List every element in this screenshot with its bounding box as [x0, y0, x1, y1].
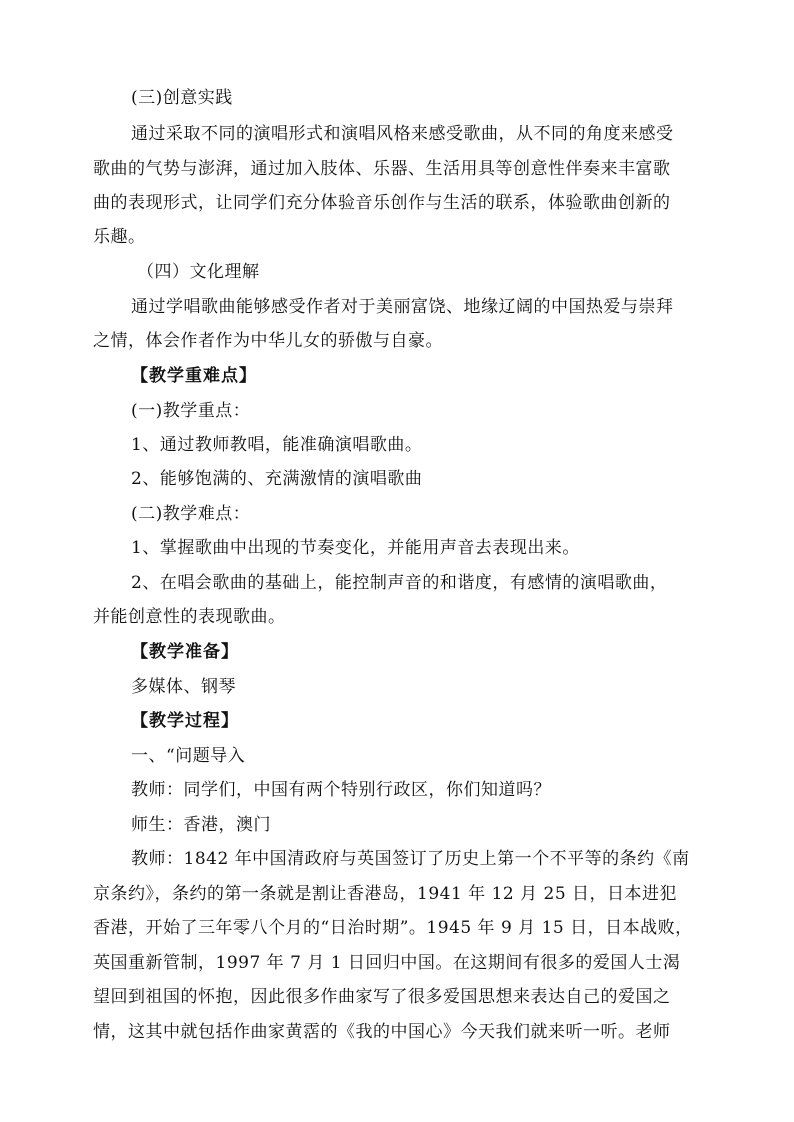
- subheading-teaching-difficulties: (二)教学难点：: [131, 504, 251, 524]
- dialogue-line: 教师：同学们，中国有两个特别行政区，你们知道吗？: [131, 780, 551, 800]
- paragraph-line: 之情，体会作者作为中华儿女的骄傲与自豪。: [93, 331, 443, 351]
- paragraph-line: 曲的表现形式，让同学们充分体验音乐创作与生活的联系，体验歌曲创新的: [93, 193, 671, 213]
- list-item: 2、能够饱满的、充满激情的演唱歌曲: [131, 469, 423, 489]
- paragraph-line: 情，这其中就包括作曲家黄霑的《我的中国心》今天我们就来听一听。老师: [93, 1022, 671, 1042]
- dialogue-line: 师生：香港，澳门: [131, 815, 271, 835]
- paragraph-line: 望回到祖国的怀抱，因此很多作曲家写了很多爱国思想来表达自己的爱国之: [93, 987, 671, 1007]
- paragraph-line: 京条约》，条约的第一条就是割让香港岛，1941 年 12 月 25 日，日本进犯: [93, 884, 678, 904]
- paragraph-line: 教师：1842 年中国清政府与英国签订了历史上第一个不平等的条约《南: [131, 849, 690, 869]
- list-item: 1、掌握歌曲中出现的节奏变化，并能用声音去表现出来。: [131, 538, 580, 558]
- paragraph-line: 通过采取不同的演唱形式和演唱风格来感受歌曲，从不同的角度来感受: [131, 124, 674, 144]
- section-heading-creative-practice: (三)创意实践: [131, 88, 233, 108]
- paragraph-line: 英国重新管制，1997 年 7 月 1 日回归中国。在这期间有很多的爱国人士渴: [93, 953, 681, 973]
- subheading-introduction: 一、“问题导入: [131, 746, 246, 766]
- list-item-continuation: 并能创意性的表现歌曲。: [93, 607, 286, 627]
- list-item: 2、在唱会歌曲的基础上，能控制声音的和谐度，有感情的演唱歌曲，: [131, 573, 668, 593]
- paragraph-line: 乐趣。: [93, 227, 146, 247]
- section-heading-preparation: 【教学准备】: [131, 642, 239, 662]
- subheading-teaching-focus: (一)教学重点：: [131, 401, 251, 421]
- section-heading-cultural-understanding: （四）文化理解: [137, 262, 260, 282]
- paragraph-line: 通过学唱歌曲能够感受作者对于美丽富饶、地缘辽阔的中国热爱与崇拜: [131, 297, 674, 317]
- list-item: 1、通过教师教唱，能准确演唱歌曲。: [131, 435, 423, 455]
- section-heading-process: 【教学过程】: [131, 711, 239, 731]
- preparation-text: 多媒体、钢琴: [131, 677, 236, 697]
- paragraph-line: 香港，开始了三年零八个月的“日治时期”。1945 年 9 月 15 日，日本战败，: [93, 918, 693, 938]
- paragraph-line: 歌曲的气势与澎湃，通过加入肢体、乐器、生活用具等创意性伴奏来丰富歌: [93, 159, 671, 179]
- section-heading-key-points: 【教学重难点】: [131, 366, 257, 386]
